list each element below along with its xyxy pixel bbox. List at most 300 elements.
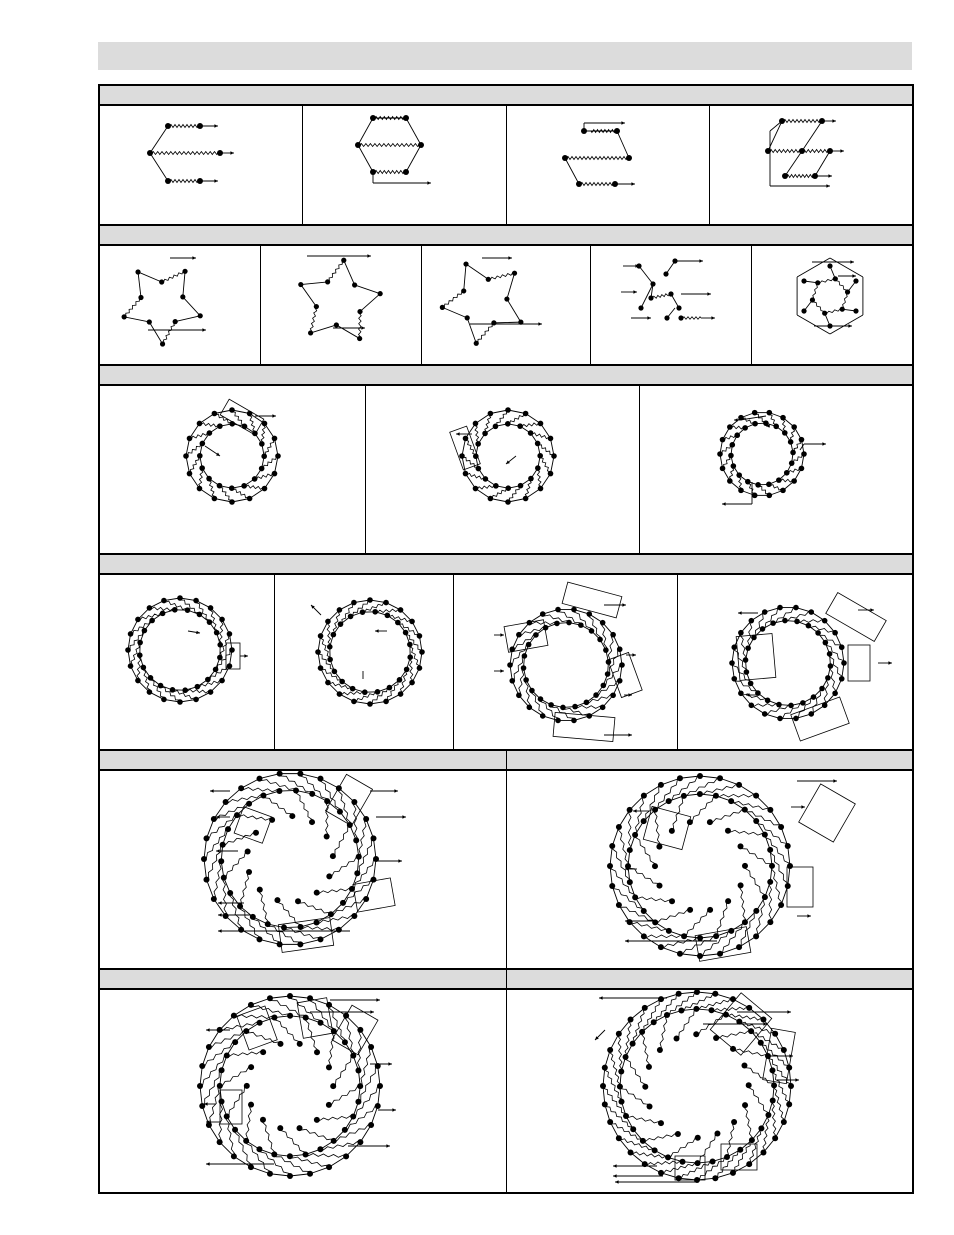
node-dot [801, 451, 807, 457]
wavy-edge [199, 423, 219, 427]
node-dot [664, 315, 669, 320]
edge-line [241, 779, 259, 789]
node-dot [738, 630, 744, 636]
wavy-edge [235, 1130, 251, 1167]
node-dot [193, 697, 199, 703]
wavy-edge [227, 1086, 247, 1116]
node-dot [748, 1028, 754, 1034]
node-dot [125, 647, 131, 653]
node-dot [182, 687, 188, 693]
edge-line [311, 325, 337, 333]
node-dot [752, 493, 758, 499]
edge-line [270, 1174, 290, 1176]
node-dot [287, 1013, 293, 1019]
edge-line [797, 315, 830, 334]
node-dot [272, 436, 278, 442]
node-dot [417, 633, 423, 639]
diagram-cell [422, 246, 590, 364]
node-dot [147, 689, 153, 695]
node-dot [540, 611, 546, 617]
node-dot [368, 1122, 374, 1128]
wavy-edge [488, 272, 514, 280]
node-dot [185, 607, 191, 613]
node-dot [839, 644, 845, 650]
arrow-head [633, 809, 637, 812]
node-dot [317, 1146, 323, 1152]
node-dot [538, 486, 544, 492]
wavy-edge [214, 414, 232, 424]
node-dot [327, 657, 333, 663]
wavy-edge [290, 1156, 329, 1167]
wavy-edge [740, 885, 746, 922]
edge-line [260, 774, 280, 779]
node-dot [799, 148, 805, 154]
node-dot [781, 1119, 787, 1125]
node-dot [707, 907, 713, 913]
wavy-edge [240, 872, 249, 906]
node-dot [753, 793, 759, 799]
wavy-edge [565, 157, 629, 160]
node-dot [677, 951, 683, 957]
edge-line [815, 151, 830, 176]
node-dot [658, 1120, 664, 1126]
wavy-edge [668, 1138, 698, 1158]
node-dot [200, 441, 206, 447]
node-dot [372, 609, 378, 615]
node-dot [147, 319, 152, 324]
node-dot [657, 1047, 663, 1053]
node-dot [727, 424, 733, 430]
node-dot [197, 453, 203, 459]
node-dot [777, 605, 783, 611]
diagram-graphic [591, 246, 751, 364]
node-dot [231, 1013, 237, 1019]
node-dot [177, 595, 183, 601]
node-dot [219, 617, 225, 623]
node-dot [793, 605, 799, 611]
node-dot [257, 936, 263, 942]
wavy-edge [690, 796, 716, 822]
edge-line [366, 819, 373, 838]
wavy-edge [684, 910, 710, 936]
node-dot [697, 773, 703, 779]
wavy-edge [812, 283, 817, 300]
node-dot [787, 863, 793, 869]
node-dot [183, 453, 189, 459]
node-dot [812, 173, 818, 179]
node-dot [488, 496, 494, 502]
node-dot [267, 995, 273, 1001]
wavy-edge [716, 794, 756, 797]
arrow-head [538, 322, 542, 325]
node-dot [581, 128, 587, 134]
node-dot [253, 830, 259, 836]
node-dot [277, 1125, 283, 1131]
wavy-edge [301, 926, 339, 930]
node-dot [177, 699, 183, 705]
node-dot [676, 991, 682, 997]
node-dot [397, 677, 403, 683]
node-dot [827, 651, 833, 657]
node-dot [308, 330, 313, 335]
node-dot [246, 801, 252, 807]
diagram-graphic [422, 246, 590, 364]
node-dot [657, 883, 663, 889]
node-dot [760, 1149, 766, 1155]
node-dot [695, 1135, 701, 1141]
node-dot [407, 654, 413, 660]
wavy-edge [185, 689, 210, 693]
node-dot [778, 902, 784, 908]
node-dot [736, 782, 742, 788]
node-dot [135, 678, 141, 684]
node-dot [760, 626, 766, 632]
node-dot [841, 660, 847, 666]
wavy-edge [630, 922, 669, 931]
node-dot [355, 1099, 361, 1105]
node-dot [217, 483, 223, 489]
bracket-box [353, 878, 395, 912]
arrow-head [402, 815, 406, 818]
arrow-head [500, 669, 504, 672]
arrow-head [826, 184, 830, 187]
node-dot [267, 1171, 273, 1177]
node-dot [516, 632, 522, 638]
node-dot [212, 411, 218, 417]
node-dot [806, 623, 812, 629]
node-dot [375, 1103, 381, 1109]
edge-line [830, 258, 863, 277]
diagram-graphic [261, 246, 421, 364]
wavy-edge [124, 298, 141, 317]
node-dot [790, 450, 796, 456]
node-dot [476, 466, 482, 472]
edge-line [206, 880, 213, 899]
wavy-edge [232, 488, 250, 498]
bracket-box [220, 399, 264, 435]
node-dot [160, 611, 166, 617]
node-dot [627, 879, 633, 885]
node-dot [463, 471, 469, 477]
node-dot [172, 607, 178, 613]
node-dot [602, 1065, 608, 1071]
edge-line [797, 258, 830, 277]
edge-line [204, 859, 206, 880]
wavy-edge [219, 619, 223, 644]
edge-line [406, 145, 421, 172]
wavy-edge [749, 1085, 769, 1115]
wavy-edge [300, 1128, 334, 1141]
node-dot [832, 630, 838, 636]
arrow-head [832, 119, 836, 122]
edge-line [374, 859, 376, 880]
node-dot [348, 614, 354, 620]
wavy-edge [474, 423, 479, 443]
node-dot [522, 653, 528, 659]
arrow-head [206, 1028, 210, 1031]
node-dot [548, 471, 554, 477]
node-dot [403, 169, 409, 175]
node-dot [370, 169, 376, 175]
node-dot [551, 453, 557, 459]
wavy-edge [520, 422, 540, 427]
node-dot [161, 598, 167, 604]
node-dot [619, 662, 625, 668]
wavy-edge [442, 291, 463, 308]
node-dot [314, 1117, 320, 1123]
wavy-edge [740, 633, 746, 660]
wavy-edge [745, 866, 765, 897]
node-dot [853, 278, 858, 283]
arrow-head [795, 1078, 799, 1081]
wavy-edge [241, 788, 279, 792]
node-dot [776, 477, 782, 483]
node-dot [746, 1005, 752, 1011]
diagram-cell [366, 386, 639, 553]
edge-line [214, 802, 226, 819]
wavy-edge [333, 1056, 353, 1086]
node-dot [782, 173, 788, 179]
arrow-head [711, 316, 715, 319]
node-dot [658, 996, 664, 1002]
node-dot [609, 843, 615, 849]
edge-line [494, 322, 521, 323]
node-dot [737, 1147, 743, 1153]
wavy-edge [773, 1085, 784, 1122]
wavy-edge [540, 456, 551, 474]
arrow-head [500, 633, 504, 636]
wavy-edge [327, 621, 331, 646]
node-dot [197, 486, 203, 492]
node-dot [628, 1149, 634, 1155]
bracket-box [237, 1006, 278, 1050]
node-dot [712, 991, 718, 997]
node-dot [707, 819, 713, 825]
bracket-box [562, 582, 622, 618]
wavy-edge [681, 317, 701, 319]
node-dot [745, 479, 751, 485]
node-dot [742, 425, 748, 431]
arrow-head [386, 1144, 390, 1147]
node-dot [371, 835, 377, 841]
node-dot [731, 463, 737, 469]
node-dot [363, 896, 369, 902]
wavy-edge [310, 307, 316, 333]
node-dot [417, 665, 423, 671]
edge-line [371, 1106, 378, 1125]
wavy-edge [609, 1050, 620, 1087]
node-dot [276, 788, 282, 794]
node-dot [600, 1083, 606, 1089]
node-dot [208, 605, 214, 611]
node-dot [793, 716, 799, 722]
node-dot [728, 798, 734, 804]
diagram-cell [507, 771, 912, 968]
arrow-head [852, 274, 856, 277]
wavy-edge [214, 861, 221, 899]
node-dot [203, 835, 209, 841]
node-dot [528, 476, 534, 482]
node-dot [318, 1020, 324, 1026]
wavy-edge [329, 1031, 334, 1067]
wavy-edge [298, 901, 331, 914]
wavy-edge [409, 657, 413, 682]
node-dot [317, 776, 323, 782]
node-dot [791, 478, 797, 484]
node-dot [238, 785, 244, 791]
edge-line [355, 285, 381, 294]
node-dot [409, 680, 415, 686]
node-dot [708, 1007, 714, 1013]
diagram-graphic [710, 106, 912, 224]
arrow-head [628, 733, 632, 736]
wavy-edge [575, 706, 603, 709]
node-dot [537, 453, 543, 459]
edge-line [639, 266, 653, 284]
node-dot [147, 150, 153, 156]
wavy-edge [733, 1049, 768, 1056]
node-dot [652, 863, 658, 869]
node-dot [403, 115, 409, 121]
node-dot [648, 295, 653, 300]
node-dot [409, 619, 415, 625]
node-dot [731, 644, 737, 650]
node-dot [769, 1067, 775, 1073]
wavy-edge [334, 1125, 371, 1141]
edge-line [358, 145, 373, 172]
node-dot [378, 291, 383, 296]
node-dot [694, 989, 700, 995]
node-dot [600, 620, 606, 626]
node-dot [504, 296, 509, 301]
node-dot [486, 277, 491, 282]
wavy-edge [224, 852, 248, 878]
node-dot [765, 698, 771, 704]
node-dot [603, 647, 609, 653]
node-dot [360, 609, 366, 615]
diagram-cell [507, 106, 709, 224]
edge-line [300, 939, 320, 944]
bracket-box [695, 927, 751, 962]
node-dot [571, 607, 577, 613]
edge-line [209, 1125, 220, 1142]
node-dot [636, 263, 641, 268]
node-dot [260, 1049, 266, 1055]
node-dot [725, 898, 731, 904]
arrow-head [870, 608, 874, 611]
node-dot [785, 883, 791, 889]
node-dot [207, 430, 213, 436]
node-dot [248, 1164, 254, 1170]
node-dot [274, 897, 280, 903]
node-dot [281, 925, 287, 931]
node-dot [331, 632, 337, 638]
node-dot [314, 890, 320, 896]
node-dot [122, 314, 127, 319]
node-dot [535, 465, 541, 471]
wavy-edge [359, 312, 362, 339]
node-dot [385, 613, 391, 619]
node-dot [676, 305, 681, 310]
node-dot [808, 711, 814, 717]
node-dot [641, 793, 647, 799]
node-dot [259, 466, 265, 472]
diagram-graphic [100, 575, 274, 749]
node-dot [823, 640, 829, 646]
diagram-cell [100, 106, 302, 224]
node-dot [137, 652, 143, 658]
node-dot [827, 263, 832, 268]
node-dot [710, 1158, 716, 1164]
node-dot [272, 471, 278, 477]
node-dot [326, 873, 332, 879]
node-dot [758, 1125, 764, 1131]
arrow-head [631, 182, 635, 185]
node-dot [261, 453, 267, 459]
node-dot [697, 791, 703, 797]
diagram-cell [752, 246, 912, 364]
node-dot [555, 607, 561, 613]
node-dot [753, 933, 759, 939]
node-dot [738, 882, 744, 888]
node-dot [669, 828, 675, 834]
node-dot [326, 1164, 332, 1170]
node-dot [318, 633, 324, 639]
node-dot [538, 421, 544, 427]
node-dot [727, 478, 733, 484]
node-dot [533, 632, 539, 638]
edge-line [204, 838, 206, 859]
node-dot [314, 304, 319, 309]
node-dot [607, 1047, 613, 1053]
node-dot [616, 902, 622, 908]
edge-line [565, 158, 579, 184]
edge-line [310, 1167, 329, 1174]
wavy-edge [626, 1057, 646, 1087]
node-dot [351, 913, 357, 919]
node-dot [218, 858, 224, 864]
node-dot [767, 847, 773, 853]
bracket-box [450, 426, 481, 470]
arrow-head [192, 256, 196, 259]
wavy-edge [476, 323, 494, 343]
node-dot [197, 178, 203, 184]
node-dot [419, 649, 425, 655]
node-dot [277, 1041, 283, 1047]
node-dot [605, 671, 611, 677]
node-dot [342, 1127, 348, 1133]
node-dot [819, 118, 825, 124]
arrow-head [210, 789, 214, 792]
node-dot [571, 718, 577, 724]
node-dot [355, 1067, 361, 1073]
wavy-edge [716, 1030, 751, 1038]
node-dot [755, 482, 761, 488]
node-dot [234, 812, 240, 818]
wavy-edge [168, 125, 200, 128]
edge-line [124, 317, 149, 322]
wavy-edge [317, 1116, 353, 1121]
wavy-edge [190, 456, 200, 474]
node-dot [211, 896, 217, 902]
edge-line [406, 118, 421, 145]
node-dot [355, 142, 361, 148]
wavy-edge [710, 809, 745, 822]
node-dot [482, 431, 488, 437]
diagram-cell [591, 246, 751, 364]
node-dot [357, 336, 362, 341]
node-dot [741, 1063, 747, 1069]
